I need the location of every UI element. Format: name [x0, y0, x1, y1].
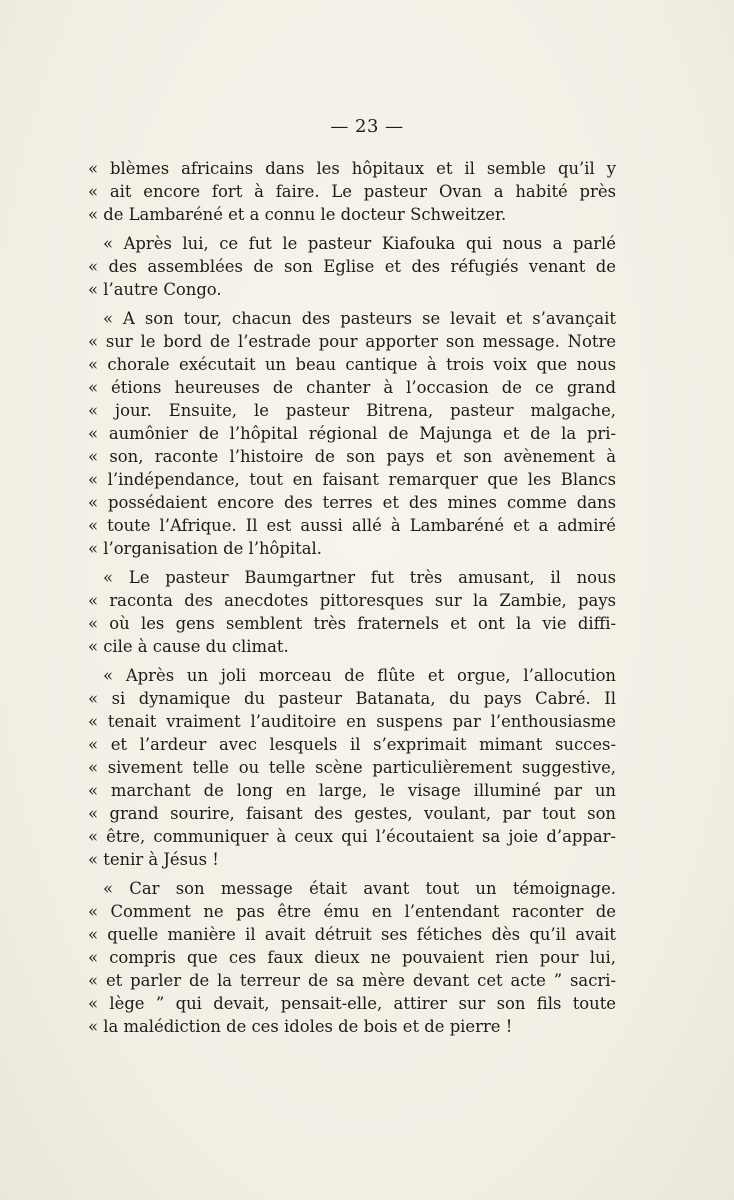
text-line: « son, raconte l’histoire de son pays et son avènement à: [88, 447, 616, 466]
text-line: « jour. Ensuite, le pasteur Bitrena, pasteur malgache,: [88, 401, 616, 420]
paragraph: [88, 664, 616, 871]
text-line: « étions heureuses de chanter à l’occasion de ce grand: [88, 378, 616, 397]
text-line: « raconta des anecdotes pittoresques sur la Zambie, pays: [88, 591, 616, 610]
paragraph: [88, 877, 616, 1038]
text-line: « A son tour, chacun des pasteurs se levait et s’avançait: [103, 309, 616, 328]
text-line: « sivement telle ou telle scène particulièrement suggestive,: [88, 758, 616, 777]
body-text: [88, 157, 616, 1044]
text-line: « si dynamique du pasteur Batanata, du pays Cabré. Il: [88, 689, 616, 708]
paragraph: [88, 232, 616, 301]
text-line: « Après lui, ce fut le pasteur Kiafouka qui nous a parlé: [103, 234, 616, 253]
text-line: « chorale exécutait un beau cantique à trois voix que nous: [88, 355, 616, 374]
text-line: « et parler de la terreur de sa mère devant cet acte ” sacri-: [88, 971, 616, 990]
text-line: « tenir à Jésus !: [88, 850, 219, 869]
text-line: « cile à cause du climat.: [88, 637, 289, 656]
text-line: « marchant de long en large, le visage illuminé par un: [88, 781, 616, 800]
text-line: « des assemblées de son Eglise et des réfugiés venant de: [88, 257, 616, 276]
text-line: « toute l’Afrique. Il est aussi allé à Lambaréné et a admiré: [88, 516, 616, 535]
text-line: « compris que ces faux dieux ne pouvaient rien pour lui,: [88, 948, 616, 967]
paragraph: [88, 157, 616, 226]
text-line: « Comment ne pas être ému en l’entendant raconter de: [88, 902, 616, 921]
paragraph: [88, 566, 616, 658]
text-line: « sur le bord de l’estrade pour apporter son message. Notre: [88, 332, 616, 351]
text-line: « Car son message était avant tout un témoignage.: [103, 879, 616, 898]
text-line: « lège ” qui devait, pensait-elle, attirer sur son fils toute: [88, 994, 616, 1013]
text-line: « l’indépendance, tout en faisant remarquer que les Blancs: [88, 470, 616, 489]
paragraph: [88, 307, 616, 560]
text-line: « aumônier de l’hôpital régional de Majunga et de la pri-: [88, 424, 616, 443]
text-line: « Le pasteur Baumgartner fut très amusant, il nous: [103, 568, 616, 587]
text-line: « la malédiction de ces idoles de bois et de pierre !: [88, 1017, 513, 1036]
text-line: « où les gens semblent très fraternels et ont la vie diffi-: [88, 614, 616, 633]
text-line: « possédaient encore des terres et des mines comme dans: [88, 493, 616, 512]
text-line: « blèmes africains dans les hôpitaux et il semble qu’il y: [88, 159, 616, 178]
text-line: « tenait vraiment l’auditoire en suspens par l’enthousiasme: [88, 712, 616, 731]
text-line: « de Lambaréné et a connu le docteur Schweitzer.: [88, 205, 507, 224]
text-line: « l’autre Congo.: [88, 280, 222, 299]
text-line: « grand sourire, faisant des gestes, voulant, par tout son: [88, 804, 616, 823]
text-line: « l’organisation de l’hôpital.: [88, 539, 322, 558]
text-line: « être, communiquer à ceux qui l’écoutaient sa joie d’appar-: [88, 827, 616, 846]
text-line: « et l’ardeur avec lesquels il s’exprimait mimant succes-: [88, 735, 616, 754]
text-line: « ait encore fort à faire. Le pasteur Ovan a habité près: [88, 182, 616, 201]
text-line: « quelle manière il avait détruit ses fétiches dès qu’il avait: [88, 925, 616, 944]
text-line: « Après un joli morceau de flûte et orgue, l’allocution: [103, 666, 616, 685]
page-number: — 23 —: [330, 116, 404, 137]
